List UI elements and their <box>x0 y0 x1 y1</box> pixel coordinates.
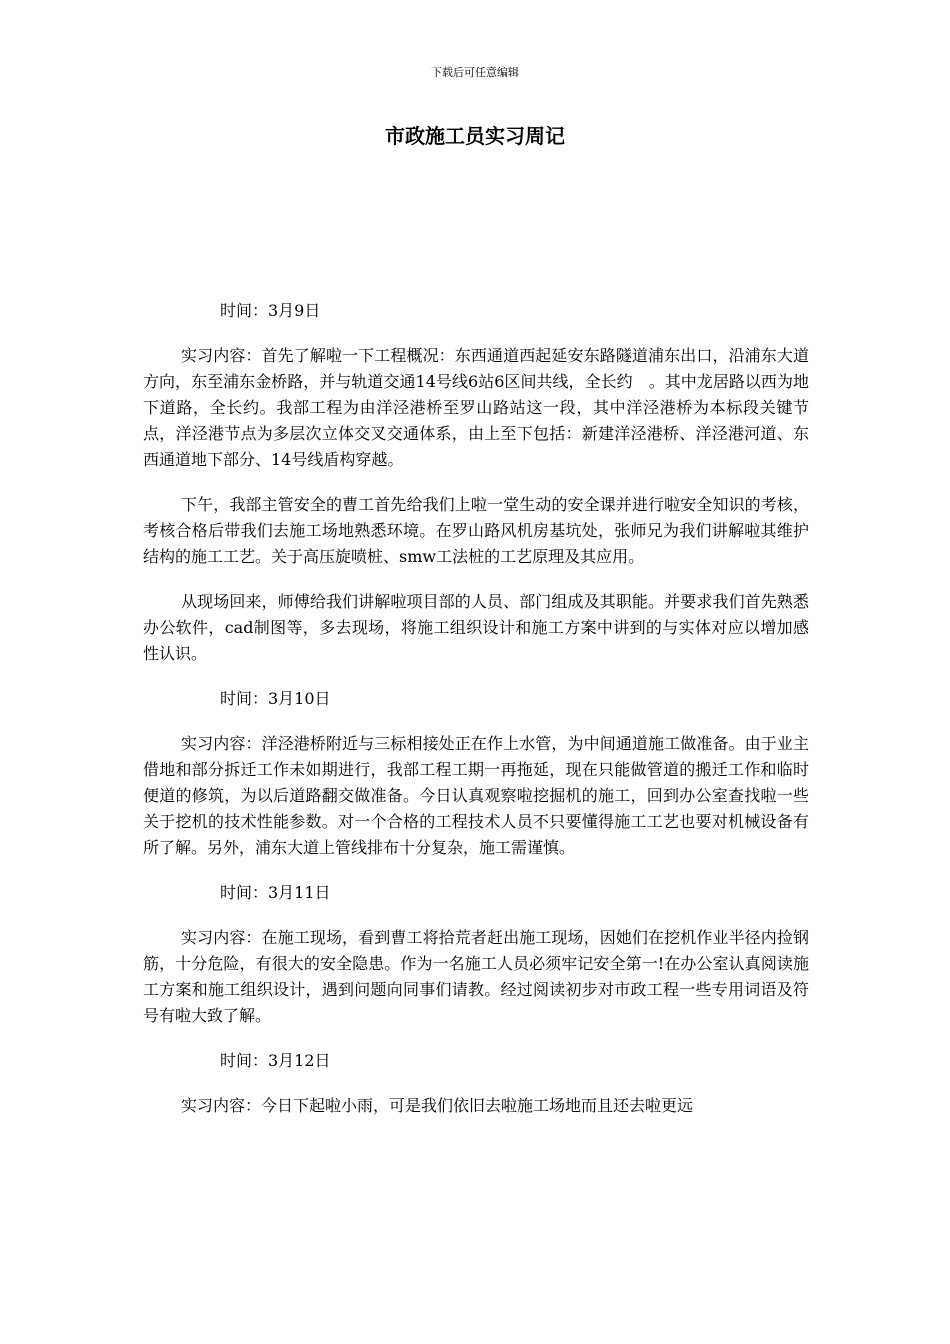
entry-paragraph: 下午，我部主管安全的曹工首先给我们上啦一堂生动的安全课并进行啦安全知识的考核，考核合格后带我们去施工场地熟悉环境。在罗山路风机房基坑处，张师兄为我们讲解啦其维护结构的施工工艺。关于高压旋喷桩、smw工法桩的工艺原理及其应用。 <box>143 495 809 566</box>
entry-paragraph: 从现场回来，师傅给我们讲解啦项目部的人员、部门组成及其职能。并要求我们首先熟悉办公软件，cad制图等，多去现场，将施工组织设计和施工方案中讲到的与实体对应以增加感性认识。 <box>143 592 809 663</box>
entry-date: 时间：3月9日 <box>220 301 321 320</box>
entry-paragraph: 实习内容：首先了解啦一下工程概况：东西通道西起延安东路隧道浦东出口，沿浦东大道方向，东至浦东金桥路，并与轨道交通14号线6站6区间共线，全长约 。其中龙居路以西为地下道路，全长约。我部工程为由洋泾港桥至罗山路站这一段，其中洋泾港桥为本标段关键节点，洋泾港节点为多层次立体交叉交通体系，由上至下包括：新建洋泾港桥、洋泾港河道、东西通道地下部分、14号线盾构穿越。 <box>143 346 809 469</box>
entry-paragraph: 实习内容：在施工现场，看到曹工将拾荒者赶出施工现场，因她们在挖机作业半径内捡钢筋，十分危险，有很大的安全隐患。作为一名施工人员必须牢记安全第一!在办公室认真阅读施工方案和施工组织设计，遇到问题向同事们请教。经过阅读初步对市政工程一些专用词语及符号有啦大致了解。 <box>143 928 809 1025</box>
entry-date: 时间：3月12日 <box>220 1051 331 1070</box>
entry-paragraph: 实习内容：今日下起啦小雨，可是我们依旧去啦施工场地而且还去啦更远 <box>181 1096 694 1115</box>
diary-entry-mar-11 <box>143 880 809 1029</box>
entry-date: 时间：3月10日 <box>220 689 331 708</box>
entry-paragraph: 实习内容：洋泾港桥附近与三标相接处正在作上水管，为中间通道施工做准备。由于业主借地和部分拆迁工作未如期进行，我部工程工期一再拖延，现在只能做管道的搬迁工作和临时便道的修筑，为以后道路翻交做准备。今日认真观察啦挖掘机的施工，回到办公室查找啦一些关于挖机的技术性能参数。对一个合格的工程技术人员不只要懂得施工工艺也要对机械设备有所了解。另外，浦东大道上管线排布十分复杂，施工需谨慎。 <box>143 734 809 857</box>
document-body <box>143 298 809 1138</box>
diary-entry-mar-10 <box>143 686 809 861</box>
diary-entry-mar-12 <box>143 1048 809 1119</box>
header-note: 下载后可任意编辑 <box>431 66 519 79</box>
diary-entry-mar-9 <box>143 298 809 667</box>
entry-date: 时间：3月11日 <box>220 883 331 902</box>
document-title: 市政施工员实习周记 <box>385 124 565 148</box>
